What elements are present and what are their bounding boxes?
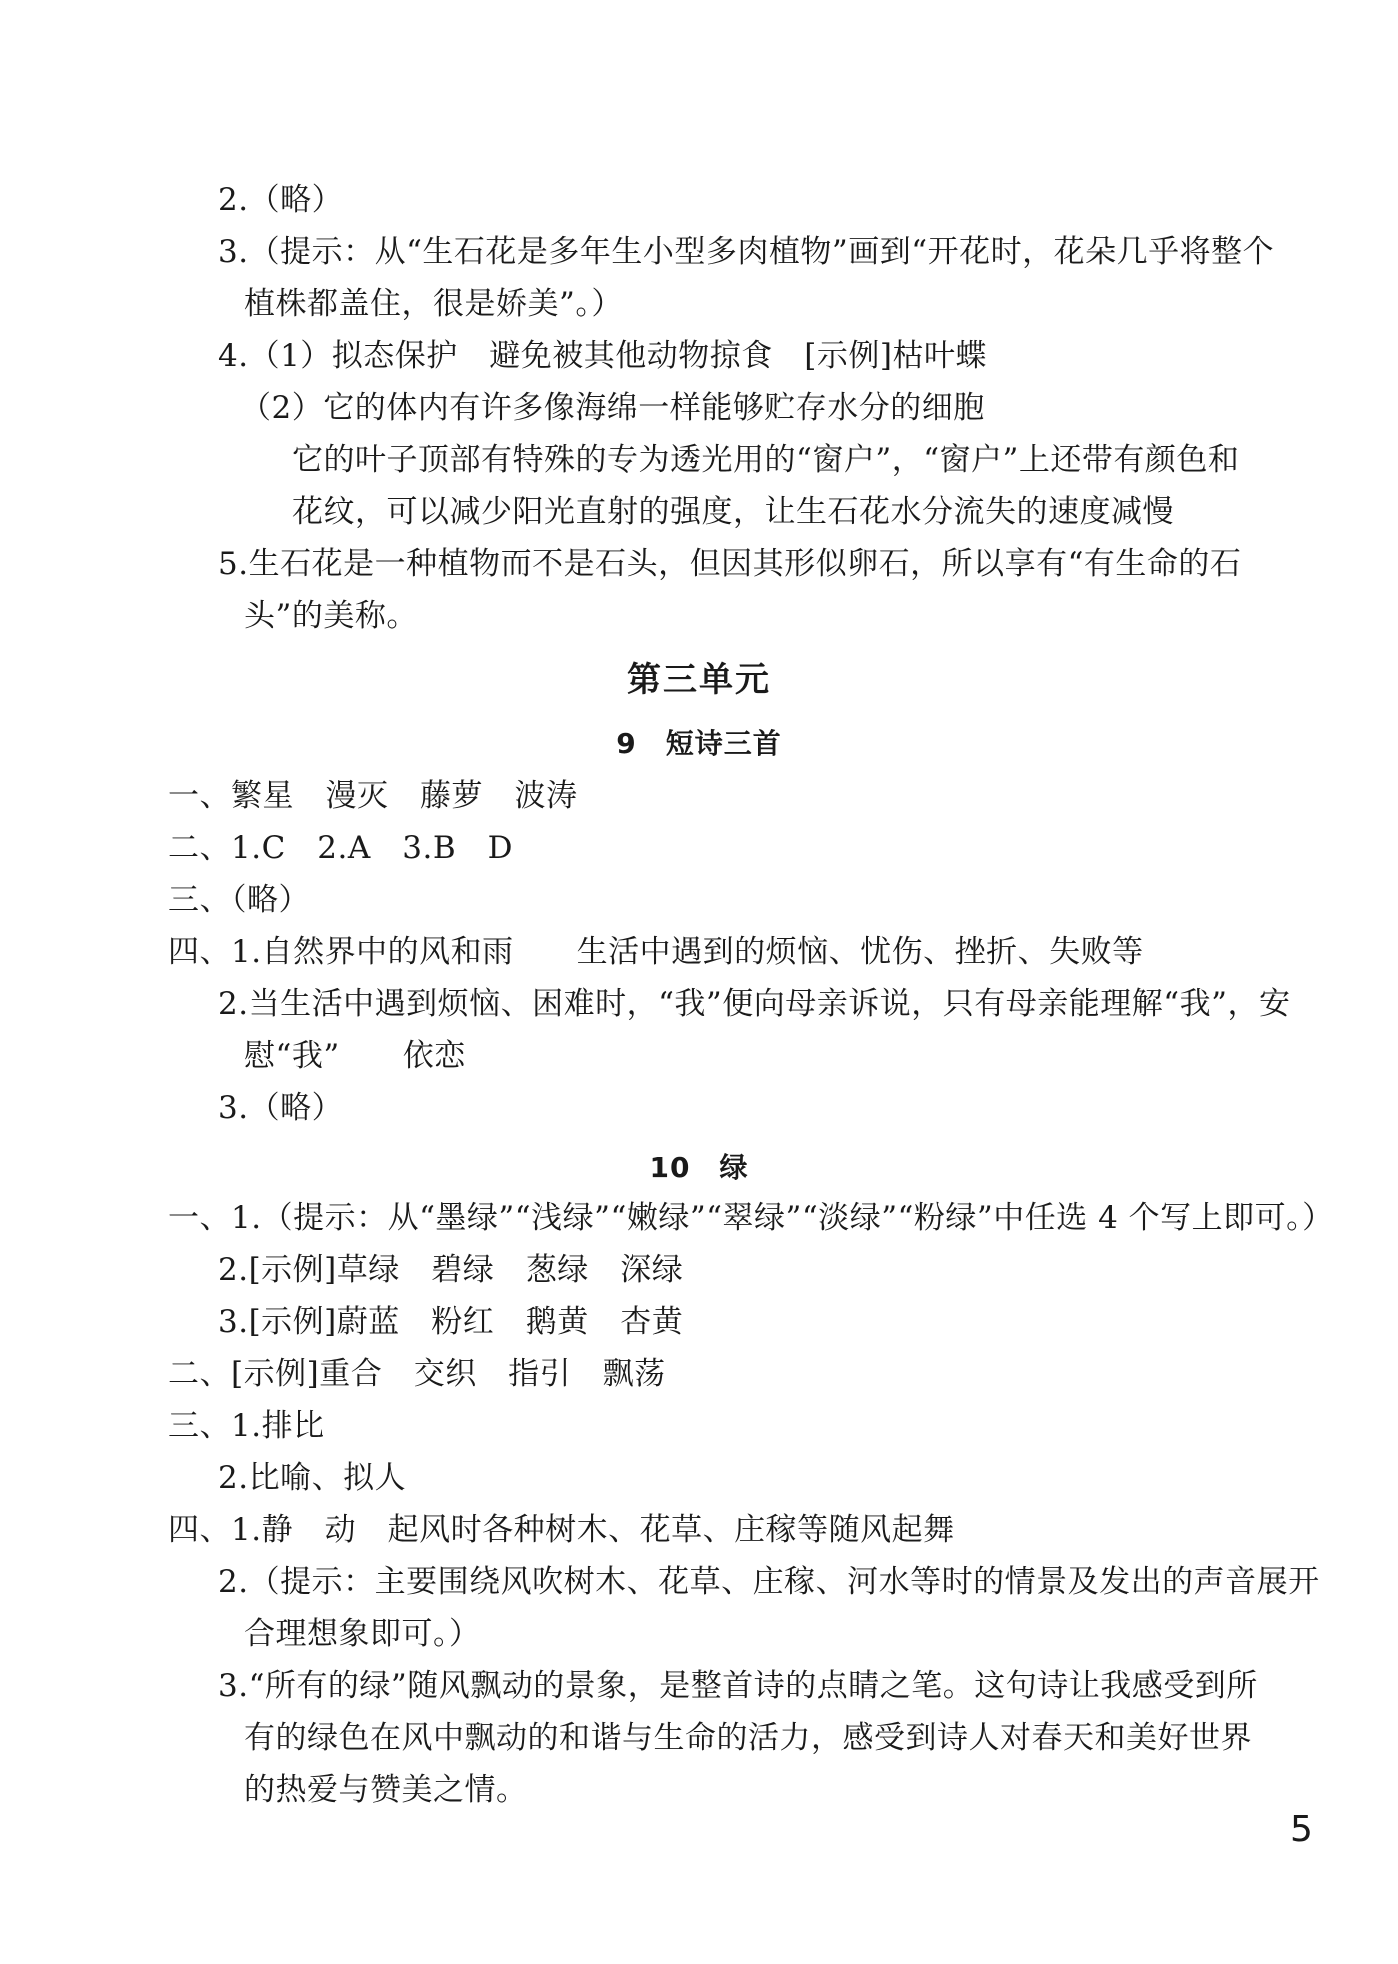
answer-line: 合理想象即可。） [244,1616,481,1652]
answer-line: 5.生石花是一种植物而不是石头，但因其形似卵石，所以享有“有生命的石 [218,546,1242,582]
answer-line: 头”的美称。 [244,598,418,634]
answer-line: 3.“所有的绿”随风飘动的景象，是整首诗的点睛之笔。这句诗让我感受到所 [218,1668,1258,1704]
page-number: 5 [1290,1809,1313,1850]
answer-line: 4.（1）拟态保护 避免被其他动物掠食 [示例]枯叶蝶 [218,338,987,374]
answer-line: 的热爱与赞美之情。 [244,1772,528,1808]
lesson-title: 9 短诗三首 [616,727,782,760]
answer-line: 2.（略） [218,182,344,218]
answer-line: 二、[示例]重合 交织 指引 飘荡 [168,1356,666,1392]
answer-line: 2.（提示：主要围绕风吹树木、花草、庄稼、河水等时的情景及发出的声音展开 [218,1564,1320,1600]
answer-line: 3.[示例]蔚蓝 粉红 鹅黄 杏黄 [218,1304,684,1340]
answer-line: 三、1.排比 [168,1408,325,1444]
answer-line: 它的叶子顶部有特殊的专为透光用的“窗户”，“窗户”上还带有颜色和 [292,442,1240,478]
answer-line: 慰“我” 依恋 [244,1038,466,1074]
answer-line: 二、1.C 2.A 3.B D [168,830,513,866]
answer-line: 四、1.静 动 起风时各种树木、花草、庄稼等随风起舞 [168,1512,955,1548]
answer-line: 2.比喻、拟人 [218,1460,407,1496]
answer-line: 3.（提示：从“生石花是多年生小型多肉植物”画到“开花时，花朵几乎将整个 [218,234,1275,270]
answer-line: 花纹，可以减少阳光直射的强度，让生石花水分流失的速度减慢 [292,494,1174,530]
answer-line: 2.当生活中遇到烦恼、困难时，“我”便向母亲诉说，只有母亲能理解“我”，安 [218,986,1291,1022]
answer-line: 四、1.自然界中的风和雨 生活中遇到的烦恼、忧伤、挫折、失败等 [168,934,1144,970]
answer-line: 2.[示例]草绿 碧绿 葱绿 深绿 [218,1252,684,1288]
answer-line: 有的绿色在风中飘动的和谐与生命的活力，感受到诗人对春天和美好世界 [244,1720,1252,1756]
answer-line: 三、（略） [168,882,310,918]
unit-title: 第三单元 [627,660,771,700]
answer-line: 植株都盖住，很是娇美”。） [244,286,623,322]
lesson-title: 10 绿 [649,1151,749,1184]
answer-line: 一、1.（提示：从“墨绿”“浅绿”“嫩绿”“翠绿”“淡绿”“粉绿”中任选 4 个写上即可。） [168,1200,1334,1236]
answer-line: （2）它的体内有许多像海绵一样能够贮存水分的细胞 [240,390,985,426]
answer-line: 一、繁星 漫灭 藤萝 波涛 [168,778,578,814]
answer-line: 3.（略） [218,1090,344,1126]
